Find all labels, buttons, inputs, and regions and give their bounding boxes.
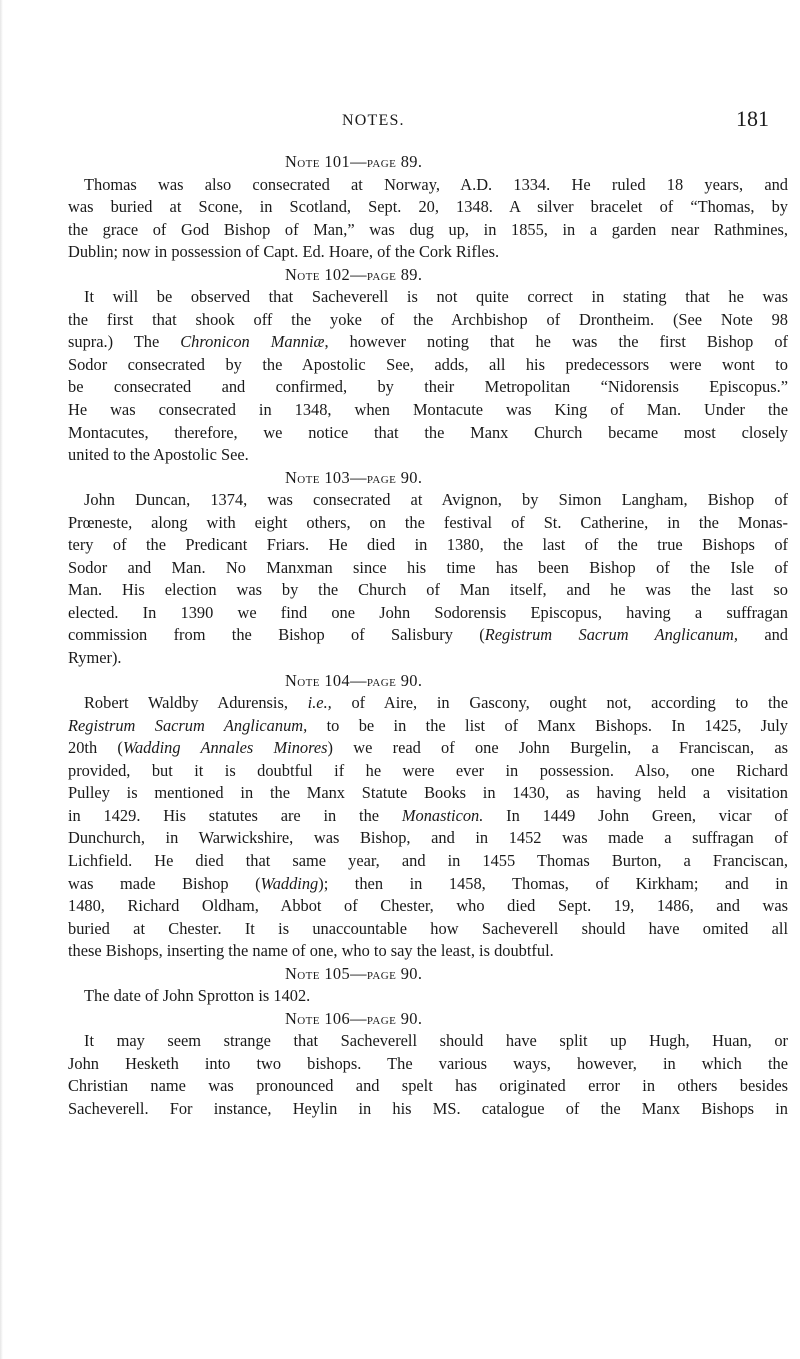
text-line: commission from the Bishop of Salisbury (Registrum Sacrum Anglicanum, and	[68, 625, 788, 645]
text-line: Sacheverell. For instance, Heylin in his MS. catalogue of the Manx Bishops in	[68, 1098, 788, 1118]
text-line: Lichfield. He died that same year, and in 1455 Thomas Burton, a Franciscan,	[68, 850, 788, 870]
text-line: It may seem strange that Sacheverell should have split up Hugh, Huan, or	[84, 1031, 788, 1051]
text-line: John Duncan, 1374, was consecrated at Avignon, by Simon Langham, Bishop of	[84, 490, 788, 510]
text-line: the grace of God Bishop of Man,” was dug up, in 1855, in a garden near Rathmines,	[68, 219, 788, 239]
text-line: Registrum Sacrum Anglicanum, to be in the list of Manx Bishops. In 1425, July	[68, 715, 788, 735]
text-line: Prœneste, along with eight others, on the festival of St. Catherine, in the Monas-	[68, 512, 788, 532]
note-heading: Note 106—page 90.	[285, 1008, 423, 1028]
text-line: buried at Chester. It is unaccountable how Sacheverell should have omited all	[68, 918, 788, 938]
text-line: Man. His election was by the Church of Man itself, and he was the last so	[68, 580, 788, 600]
text-line: Dublin; now in possession of Capt. Ed. Hoare, of the Cork Rifles.	[68, 242, 500, 262]
text-line-with-italic	[68, 805, 788, 828]
text-line-with-italic	[68, 737, 788, 760]
text-line: united to the Apostolic See.	[68, 445, 249, 465]
note-heading: Note 105—page 90.	[285, 963, 423, 983]
text-line-with-italic	[68, 624, 788, 647]
italic-phrase: Monasticon.	[401, 805, 484, 825]
text-line: 20th (Wadding Annales Minores) we read of one John Burgelin, a Franciscan, as	[68, 738, 788, 758]
text-line: Pulley is mentioned in the Manx Statute Books in 1430, as having held a visitation	[68, 783, 788, 803]
text-line: these Bishops, inserting the name of one, who to say the least, is doubtful.	[68, 941, 554, 961]
text-line: He was consecrated in 1348, when Montacute was King of Man. Under the	[68, 400, 788, 420]
note-heading: Note 104—page 90.	[285, 670, 423, 690]
italic-phrase: i.e.,	[307, 693, 332, 713]
text-line: was buried at Scone, in Scotland, Sept. 20, 1348. A silver bracelet of “Thomas, by	[68, 197, 788, 217]
text-line: supra.) The Chronicon Manniæ, however noting that he was the first Bishop of	[68, 332, 788, 352]
italic-phrase: Registrum Sacrum Anglicanum,	[68, 715, 308, 735]
italic-phrase: Wadding	[260, 873, 319, 893]
running-head: NOTES.	[342, 112, 405, 129]
text-line: Sodor and Man. No Manxman since his time has been Bishop of the Isle of	[68, 557, 788, 577]
text-line: Rymer).	[68, 648, 122, 668]
italic-phrase: Registrum Sacrum Anglicanum,	[484, 625, 738, 645]
italic-phrase: Wadding Annales Minores	[122, 738, 328, 758]
text-line: Thomas was also consecrated at Norway, A.D. 1334. He ruled 18 years, and	[84, 174, 788, 194]
text-line: Christian name was pronounced and spelt has originated error in others besides	[68, 1076, 788, 1096]
note-heading: Note 102—page 89.	[285, 264, 423, 284]
text-line-with-italic	[68, 715, 788, 738]
text-line: 1480, Richard Oldham, Abbot of Chester, who died Sept. 19, 1486, and was	[68, 896, 788, 916]
notes-body	[68, 151, 788, 1121]
text-line-with-italic	[68, 331, 788, 354]
text-line: It will be observed that Sacheverell is not quite correct in stating that he was	[84, 287, 788, 307]
scan-edge-shadow	[0, 0, 3, 1359]
page-number: 181	[736, 106, 769, 131]
note-heading: Note 103—page 90.	[285, 467, 423, 487]
italic-phrase: Chronicon Manniæ	[180, 332, 325, 352]
text-line: provided, but it is doubtful if he were ever in possession. Also, one Richard	[68, 760, 788, 780]
text-line: be consecrated and confirmed, by their Metropolitan “Nidorensis Episcopus.”	[68, 377, 788, 397]
text-line: elected. In 1390 we find one John Sodorensis Episcopus, having a suffragan	[68, 602, 788, 622]
text-line: The date of John Sprotton is 1402.	[84, 986, 311, 1006]
text-line: Robert Waldby Adurensis, i.e., of Aire, in Gascony, ought not, according to the	[84, 693, 788, 713]
text-line: Sodor consecrated by the Apostolic See, adds, all his predecessors were wont to	[68, 354, 788, 374]
text-line: Dunchurch, in Warwickshire, was Bishop, and in 1452 was made a suffragan of	[68, 828, 788, 848]
text-line: the first that shook off the yoke of the Archbishop of Drontheim. (See Note 98	[68, 309, 788, 329]
text-line: John Hesketh into two bishops. The various ways, however, in which the	[68, 1053, 788, 1073]
text-line: in 1429. His statutes are in the Monasticon. In 1449 John Green, vicar of	[68, 805, 788, 825]
note-heading: Note 101—page 89.	[285, 152, 423, 171]
text-line: Montacutes, therefore, we notice that the Manx Church became most closely	[68, 422, 788, 442]
text-line-with-italic	[68, 692, 788, 715]
text-line: was made Bishop (Wadding); then in 1458, Thomas, of Kirkham; and in	[68, 873, 788, 893]
text-line: tery of the Predicant Friars. He died in 1380, the last of the true Bishops of	[68, 535, 788, 555]
text-line-with-italic	[68, 873, 788, 896]
